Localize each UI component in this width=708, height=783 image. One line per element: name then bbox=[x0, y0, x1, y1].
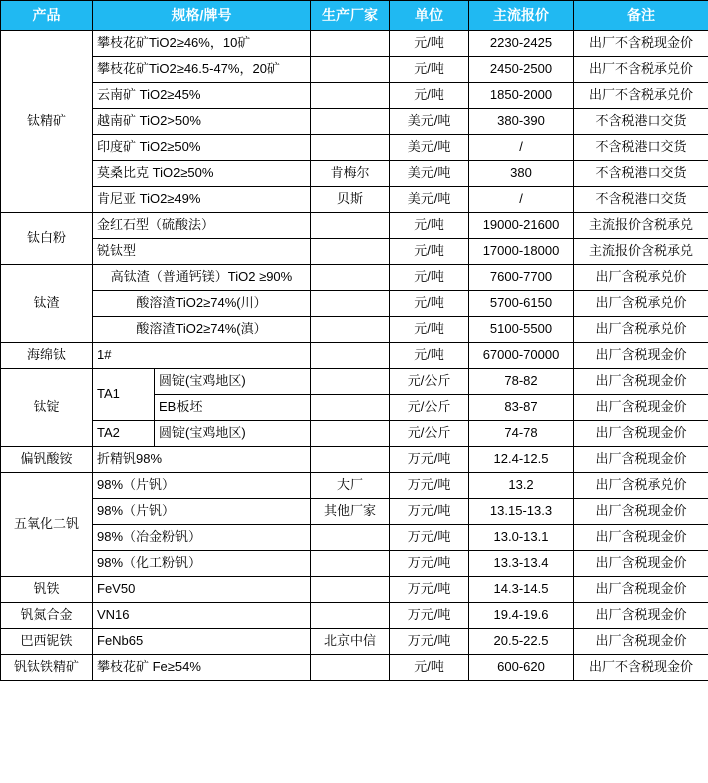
cell-remark: 出厂不含税现金价 bbox=[574, 655, 708, 681]
cell-spec: 云南矿 TiO2≥45% bbox=[93, 83, 311, 109]
cell-product: 钒铁 bbox=[1, 577, 93, 603]
table-row bbox=[1, 187, 708, 213]
cell-remark: 出厂含税承兑价 bbox=[574, 291, 708, 317]
cell-manufacturer bbox=[311, 317, 390, 343]
table-row bbox=[1, 109, 708, 135]
cell-remark: 出厂含税现金价 bbox=[574, 551, 708, 577]
cell-remark: 出厂含税现金价 bbox=[574, 577, 708, 603]
header-price: 主流报价 bbox=[469, 1, 574, 31]
cell-spec: 折精钒98% bbox=[93, 447, 311, 473]
cell-price: / bbox=[469, 135, 574, 161]
cell-unit: 万元/吨 bbox=[390, 603, 469, 629]
cell-spec: 越南矿 TiO2>50% bbox=[93, 109, 311, 135]
cell-unit: 元/吨 bbox=[390, 291, 469, 317]
cell-remark: 出厂含税现金价 bbox=[574, 629, 708, 655]
cell-manufacturer bbox=[311, 291, 390, 317]
cell-manufacturer bbox=[311, 369, 390, 395]
cell-unit: 元/吨 bbox=[390, 317, 469, 343]
cell-unit: 美元/吨 bbox=[390, 161, 469, 187]
cell-price: 13.2 bbox=[469, 473, 574, 499]
table-body bbox=[1, 31, 708, 681]
cell-unit: 元/吨 bbox=[390, 31, 469, 57]
cell-spec: 1# bbox=[93, 343, 311, 369]
header-row bbox=[1, 1, 708, 31]
cell-spec: 攀枝花矿TiO2≥46%，10矿 bbox=[93, 31, 311, 57]
cell-spec: 98%（化工粉钒） bbox=[93, 551, 311, 577]
cell-price: / bbox=[469, 187, 574, 213]
cell-remark: 出厂含税现金价 bbox=[574, 447, 708, 473]
cell-unit: 元/公斤 bbox=[390, 395, 469, 421]
cell-manufacturer bbox=[311, 603, 390, 629]
header-unit: 单位 bbox=[390, 1, 469, 31]
cell-price: 380 bbox=[469, 161, 574, 187]
cell-manufacturer: 大厂 bbox=[311, 473, 390, 499]
table-row bbox=[1, 577, 708, 603]
table-row bbox=[1, 291, 708, 317]
cell-manufacturer bbox=[311, 447, 390, 473]
cell-spec: FeV50 bbox=[93, 577, 311, 603]
cell-price: 2230-2425 bbox=[469, 31, 574, 57]
cell-spec: 圆锭(宝鸡地区) bbox=[155, 369, 311, 395]
cell-price: 2450-2500 bbox=[469, 57, 574, 83]
table-header bbox=[1, 1, 708, 31]
cell-remark: 主流报价含税承兑 bbox=[574, 239, 708, 265]
cell-price: 13.15-13.3 bbox=[469, 499, 574, 525]
cell-spec: 酸溶渣TiO2≥74%(滇） bbox=[93, 317, 311, 343]
cell-manufacturer bbox=[311, 265, 390, 291]
cell-remark: 出厂含税承兑价 bbox=[574, 265, 708, 291]
cell-remark: 主流报价含税承兑 bbox=[574, 213, 708, 239]
cell-manufacturer bbox=[311, 577, 390, 603]
cell-spec: 印度矿 TiO2≥50% bbox=[93, 135, 311, 161]
cell-spec: VN16 bbox=[93, 603, 311, 629]
cell-price: 13.3-13.4 bbox=[469, 551, 574, 577]
cell-spec: 98%（冶金粉钒） bbox=[93, 525, 311, 551]
cell-manufacturer bbox=[311, 239, 390, 265]
cell-spec: 锐钛型 bbox=[93, 239, 311, 265]
table-row bbox=[1, 161, 708, 187]
table-row bbox=[1, 499, 708, 525]
cell-remark: 不含税港口交货 bbox=[574, 109, 708, 135]
cell-unit: 元/吨 bbox=[390, 265, 469, 291]
cell-unit: 元/吨 bbox=[390, 213, 469, 239]
cell-unit: 元/公斤 bbox=[390, 421, 469, 447]
cell-product: 钛白粉 bbox=[1, 213, 93, 265]
cell-price: 83-87 bbox=[469, 395, 574, 421]
cell-manufacturer bbox=[311, 31, 390, 57]
cell-price: 20.5-22.5 bbox=[469, 629, 574, 655]
cell-unit: 万元/吨 bbox=[390, 473, 469, 499]
cell-remark: 出厂含税现金价 bbox=[574, 343, 708, 369]
cell-remark: 出厂含税承兑价 bbox=[574, 473, 708, 499]
cell-unit: 美元/吨 bbox=[390, 135, 469, 161]
cell-remark: 出厂不含税现金价 bbox=[574, 31, 708, 57]
table-row bbox=[1, 265, 708, 291]
cell-grade: TA1 bbox=[93, 369, 155, 421]
cell-unit: 万元/吨 bbox=[390, 629, 469, 655]
cell-product: 钒氮合金 bbox=[1, 603, 93, 629]
cell-price: 74-78 bbox=[469, 421, 574, 447]
table-row bbox=[1, 447, 708, 473]
table-row bbox=[1, 551, 708, 577]
cell-remark: 不含税港口交货 bbox=[574, 161, 708, 187]
cell-spec: 莫桑比克 TiO2≥50% bbox=[93, 161, 311, 187]
cell-price: 13.0-13.1 bbox=[469, 525, 574, 551]
cell-spec: EB板坯 bbox=[155, 395, 311, 421]
cell-manufacturer bbox=[311, 83, 390, 109]
table-row bbox=[1, 603, 708, 629]
cell-remark: 出厂不含税承兑价 bbox=[574, 83, 708, 109]
cell-unit: 美元/吨 bbox=[390, 187, 469, 213]
cell-product: 偏钒酸铵 bbox=[1, 447, 93, 473]
table-row bbox=[1, 629, 708, 655]
header-manufacturer: 生产厂家 bbox=[311, 1, 390, 31]
cell-manufacturer bbox=[311, 395, 390, 421]
cell-spec: 圆锭(宝鸡地区) bbox=[155, 421, 311, 447]
cell-manufacturer bbox=[311, 421, 390, 447]
cell-unit: 万元/吨 bbox=[390, 499, 469, 525]
cell-spec: FeNb65 bbox=[93, 629, 311, 655]
cell-price: 5700-6150 bbox=[469, 291, 574, 317]
cell-spec: 金红石型（硫酸法） bbox=[93, 213, 311, 239]
header-remark: 备注 bbox=[574, 1, 708, 31]
cell-product: 钛渣 bbox=[1, 265, 93, 343]
table-row bbox=[1, 57, 708, 83]
cell-manufacturer: 北京中信 bbox=[311, 629, 390, 655]
cell-product: 钛锭 bbox=[1, 369, 93, 447]
cell-price: 19.4-19.6 bbox=[469, 603, 574, 629]
cell-price: 5100-5500 bbox=[469, 317, 574, 343]
cell-price: 7600-7700 bbox=[469, 265, 574, 291]
table-row bbox=[1, 343, 708, 369]
cell-price: 600-620 bbox=[469, 655, 574, 681]
cell-manufacturer bbox=[311, 109, 390, 135]
cell-spec: 98%（片钒） bbox=[93, 499, 311, 525]
cell-product: 钛精矿 bbox=[1, 31, 93, 213]
cell-spec: 攀枝花矿TiO2≥46.5-47%，20矿 bbox=[93, 57, 311, 83]
cell-price: 12.4-12.5 bbox=[469, 447, 574, 473]
cell-remark: 出厂不含税承兑价 bbox=[574, 57, 708, 83]
cell-manufacturer bbox=[311, 213, 390, 239]
table-row bbox=[1, 83, 708, 109]
cell-manufacturer: 其他厂家 bbox=[311, 499, 390, 525]
cell-spec: 98%（片钒） bbox=[93, 473, 311, 499]
cell-unit: 美元/吨 bbox=[390, 109, 469, 135]
table-row bbox=[1, 525, 708, 551]
cell-manufacturer bbox=[311, 525, 390, 551]
cell-unit: 万元/吨 bbox=[390, 577, 469, 603]
cell-product: 巴西铌铁 bbox=[1, 629, 93, 655]
cell-unit: 元/吨 bbox=[390, 343, 469, 369]
table-row bbox=[1, 369, 708, 395]
cell-manufacturer: 肯梅尔 bbox=[311, 161, 390, 187]
cell-unit: 元/吨 bbox=[390, 83, 469, 109]
cell-manufacturer bbox=[311, 57, 390, 83]
header-spec: 规格/牌号 bbox=[93, 1, 311, 31]
table-row bbox=[1, 213, 708, 239]
cell-product: 海绵钛 bbox=[1, 343, 93, 369]
cell-spec: 攀枝花矿 Fe≥54% bbox=[93, 655, 311, 681]
cell-product: 钒钛铁精矿 bbox=[1, 655, 93, 681]
cell-unit: 万元/吨 bbox=[390, 551, 469, 577]
cell-spec: 肯尼亚 TiO2≥49% bbox=[93, 187, 311, 213]
cell-remark: 不含税港口交货 bbox=[574, 187, 708, 213]
cell-product: 五氧化二钒 bbox=[1, 473, 93, 577]
cell-remark: 出厂含税现金价 bbox=[574, 421, 708, 447]
cell-manufacturer bbox=[311, 343, 390, 369]
cell-manufacturer bbox=[311, 135, 390, 161]
cell-remark: 出厂含税现金价 bbox=[574, 603, 708, 629]
table-row bbox=[1, 239, 708, 265]
cell-remark: 出厂含税现金价 bbox=[574, 369, 708, 395]
cell-price: 78-82 bbox=[469, 369, 574, 395]
cell-remark: 出厂含税承兑价 bbox=[574, 317, 708, 343]
cell-unit: 元/吨 bbox=[390, 57, 469, 83]
cell-unit: 元/吨 bbox=[390, 655, 469, 681]
cell-manufacturer: 贝斯 bbox=[311, 187, 390, 213]
table-row bbox=[1, 31, 708, 57]
cell-price: 380-390 bbox=[469, 109, 574, 135]
cell-grade: TA2 bbox=[93, 421, 155, 447]
cell-remark: 出厂含税现金价 bbox=[574, 395, 708, 421]
cell-price: 14.3-14.5 bbox=[469, 577, 574, 603]
cell-manufacturer bbox=[311, 655, 390, 681]
cell-price: 1850-2000 bbox=[469, 83, 574, 109]
cell-price: 67000-70000 bbox=[469, 343, 574, 369]
cell-spec: 酸溶渣TiO2≥74%(川） bbox=[93, 291, 311, 317]
cell-unit: 万元/吨 bbox=[390, 525, 469, 551]
cell-unit: 元/吨 bbox=[390, 239, 469, 265]
cell-unit: 万元/吨 bbox=[390, 447, 469, 473]
table-row bbox=[1, 655, 708, 681]
cell-spec: 高钛渣（普通钙镁）TiO2 ≥90% bbox=[93, 265, 311, 291]
cell-remark: 出厂含税现金价 bbox=[574, 525, 708, 551]
cell-remark: 不含税港口交货 bbox=[574, 135, 708, 161]
table-row bbox=[1, 317, 708, 343]
cell-manufacturer bbox=[311, 551, 390, 577]
cell-price: 17000-18000 bbox=[469, 239, 574, 265]
table-row bbox=[1, 421, 708, 447]
cell-price: 19000-21600 bbox=[469, 213, 574, 239]
table-row bbox=[1, 135, 708, 161]
table-row bbox=[1, 473, 708, 499]
header-product: 产品 bbox=[1, 1, 93, 31]
cell-remark: 出厂含税现金价 bbox=[574, 499, 708, 525]
cell-unit: 元/公斤 bbox=[390, 369, 469, 395]
